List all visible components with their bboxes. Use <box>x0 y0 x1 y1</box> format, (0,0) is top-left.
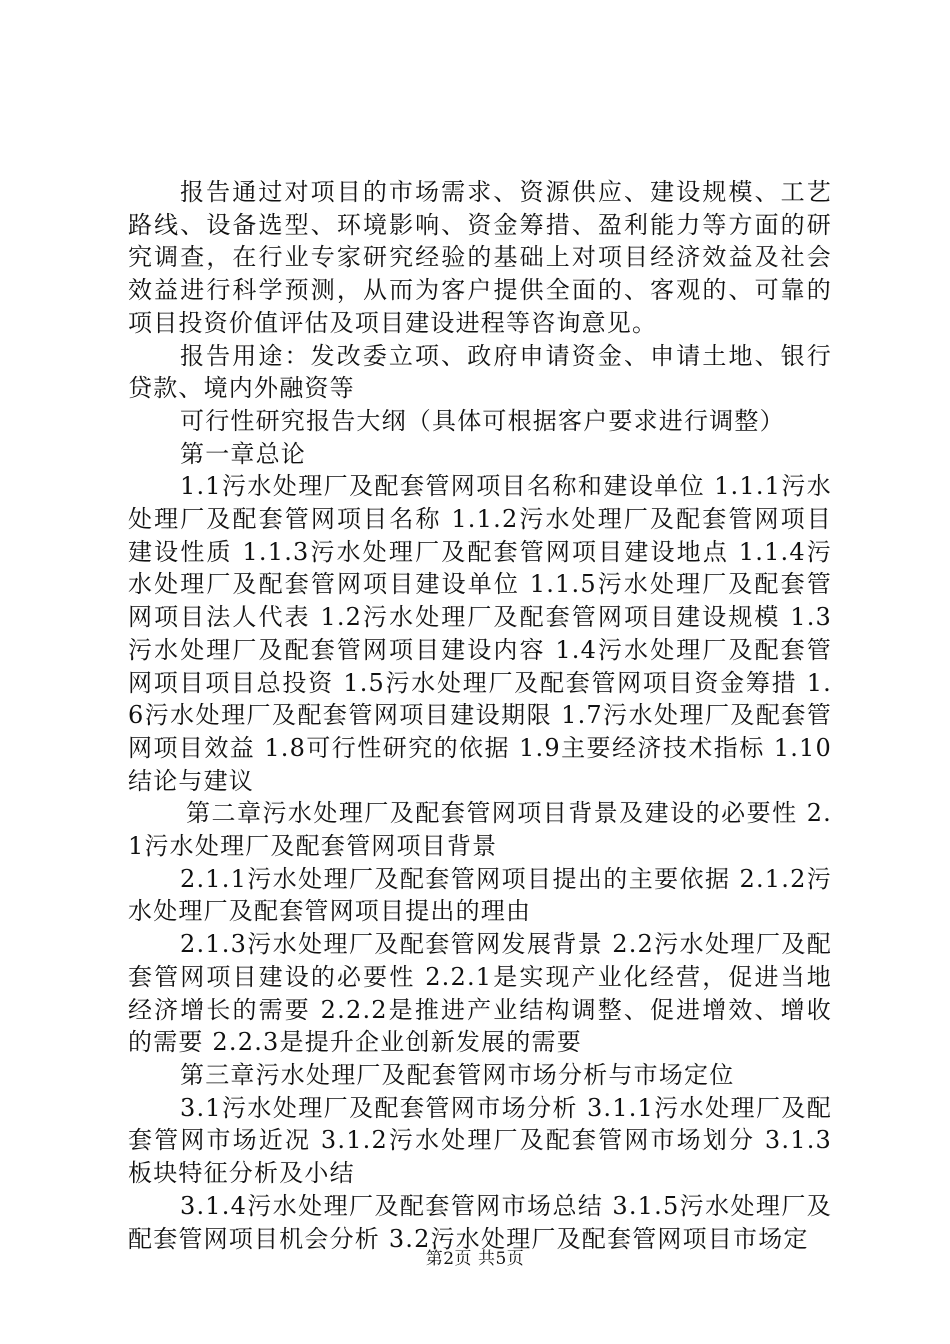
paragraph-chapter-1-title: 第一章总论 <box>180 439 306 468</box>
page-number-footer: 第2页 共5页 <box>425 1249 525 1269</box>
paragraph-chapter-2-section-a: 2.1.1污水处理厂及配套管网项目提出的主要依据 2.1.2污水处理厂及配套管网项目提出的理由 <box>128 864 832 926</box>
paragraph-outline-title: 可行性研究报告大纲（具体可根据客户要求进行调整） <box>180 406 785 435</box>
paragraph-chapter-3-section-a: 3.1污水处理厂及配套管网市场分析 3.1.1污水处理厂及配套管网市场近况 3.1.2污水处理厂及配套管网市场划分 3.1.3板块特征分析及小结 <box>128 1093 832 1188</box>
document-body <box>128 176 832 1255</box>
paragraph-chapter-3-title: 第三章污水处理厂及配套管网市场分析与市场定位 <box>180 1060 735 1089</box>
paragraph-chapter-3-section-b: 3.1.4污水处理厂及配套管网市场总结 3.1.5污水处理厂及配套管网项目机会分析 3.2污水处理厂及配套管网项目市场定 <box>128 1191 832 1253</box>
paragraph-report-usage: 报告用途：发改委立项、政府申请资金、申请土地、银行贷款、境内外融资等 <box>128 341 832 403</box>
paragraph-chapter-1-contents: 1.1污水处理厂及配套管网项目名称和建设单位 1.1.1污水处理厂及配套管网项目名称 1.1.2污水处理厂及配套管网项目建设性质 1.1.3污水处理厂及配套管网项目建设地点 1.1.4污水处理厂及配套管网项目建设单位 1.1.5污水处理厂及配套管网项目法人代表 1.2污水处理厂及配套管网项目建设规模 1.3污水处理厂及配套管网项目建设内容 1.4污水处理厂及配套管网项目项目总投资 1.5污水处理厂及配套管网项目资金筹措 1.6污水处理厂及配套管网项目建设期限 1.7污水处理厂及配套管网项目效益 1.8可行性研究的依据 1.9主要经济技术指标 1.10结论与建议 <box>128 472 832 795</box>
paragraph-report-overview: 报告通过对项目的市场需求、资源供应、建设规模、工艺路线、设备选型、环境影响、资金筹措、盈利能力等方面的研究调查，在行业专家研究经验的基础上对项目经济效益及社会效益进行科学预测，从而为客户提供全面的、客观的、可靠的项目投资价值评估及项目建设进程等咨询意见。 <box>128 178 832 337</box>
paragraph-chapter-2-title: 第二章污水处理厂及配套管网项目背景及建设的必要性 2.1污水处理厂及配套管网项目背景 <box>128 799 832 861</box>
paragraph-chapter-2-section-b: 2.1.3污水处理厂及配套管网发展背景 2.2污水处理厂及配套管网项目建设的必要性 2.2.1是实现产业化经营，促进当地经济增长的需要 2.2.2是推进产业结构调整、促进增效、增收的需要 2.2.3是提升企业创新发展的需要 <box>128 930 832 1057</box>
